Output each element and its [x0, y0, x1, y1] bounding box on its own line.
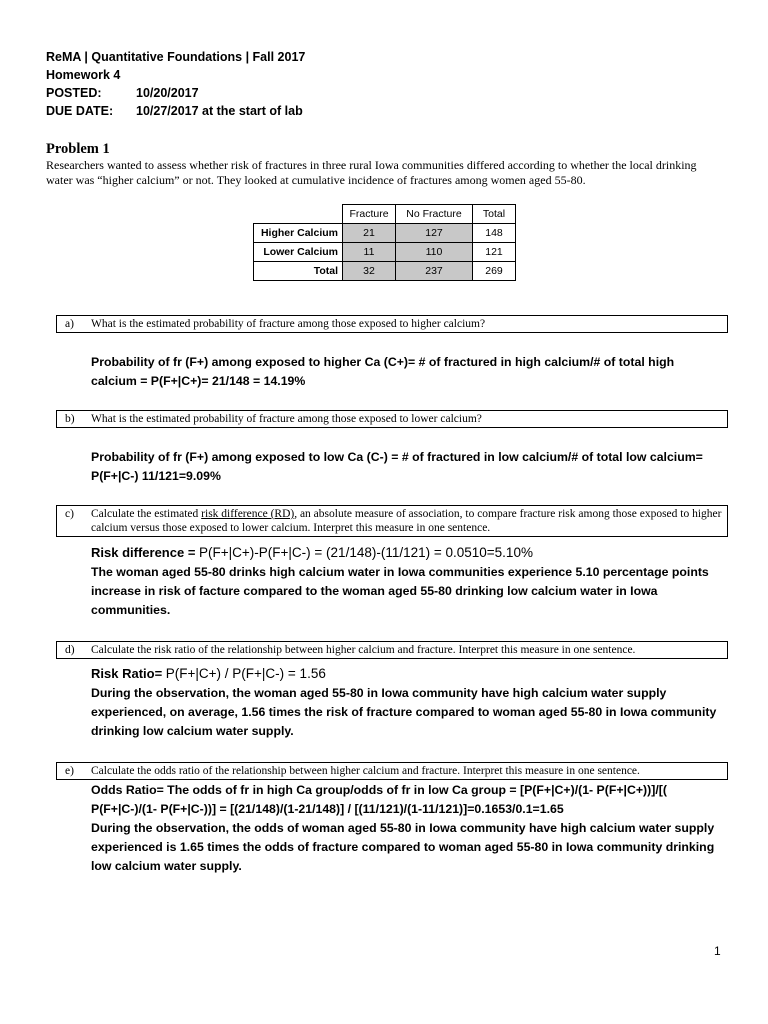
- question-a-box: [56, 315, 728, 333]
- cell-total: 148: [473, 224, 516, 243]
- assignment-header: [46, 48, 305, 120]
- risk-difference-interpretation: The woman aged 55-80 drinks high calcium water in Iowa communities experience 5.10 percentage points increase in risk of facture compared to the woman aged 55-80 drinking low calcium water in Iowa communities.: [91, 565, 709, 617]
- due-row: [46, 102, 305, 120]
- page-number: 1: [714, 944, 721, 958]
- question-d-text: Calculate the risk ratio of the relationship between higher calcium and fracture. Interpret this measure in one sentence.: [91, 644, 636, 656]
- risk-difference-formula: P(F+|C+)-P(F+|C-) = (21/148)-(11/121) = 0.0510=5.10%: [199, 545, 533, 560]
- answer-a: Probability of fr (F+) among exposed to higher Ca (C+)= # of fractured in high calcium/# of total high calcium = P(F+|C+)= 21/148 = 14.19%: [91, 355, 675, 388]
- course-title: ReMA | Quantitative Foundations | Fall 2017: [46, 50, 306, 64]
- posted-row: [46, 84, 305, 102]
- problem-intro: Researchers wanted to assess whether risk of fractures in three rural Iowa communities differed according to whether the local drinking water was “higher calcium” or not. They looked at cumulative incidence of fractures among women aged 55-80.: [46, 158, 697, 187]
- question-c-letter: c): [65, 508, 74, 520]
- table-corner: [254, 205, 343, 224]
- question-e-text: Calculate the odds ratio of the relationship between higher calcium and fracture. Interpret this measure in one sentence.: [91, 765, 640, 777]
- header-total: Total: [473, 205, 516, 224]
- risk-difference-line: [91, 543, 717, 563]
- table-header-row: [254, 205, 516, 224]
- table-row: [254, 243, 516, 262]
- question-e-box: [56, 762, 728, 780]
- question-b-letter: b): [65, 413, 75, 425]
- cell-total: 121: [473, 243, 516, 262]
- answer-d: [91, 664, 717, 741]
- table-row: [254, 262, 516, 281]
- cell-fracture: 21: [343, 224, 396, 243]
- cell-no-fracture: 237: [396, 262, 473, 281]
- odds-ratio-computation: Odds Ratio= The odds of fr in high Ca group/odds of fr in low Ca group = [P(F+|C+)/(1- P(F+|C+))]/[( P(F+|C-)/(1- P(F+|C-))] = [(21/148)/(1-21/148)] / [(11/121)/(1-11/121)]=0.1653/0.1=1.65: [91, 783, 667, 816]
- posted-label: POSTED:: [46, 86, 102, 100]
- due-label: DUE DATE:: [46, 104, 114, 118]
- question-b-box: [56, 410, 728, 428]
- risk-ratio-label: Risk Ratio=: [91, 666, 166, 681]
- question-c-box: [56, 505, 728, 537]
- question-d-box: [56, 641, 728, 659]
- question-c-text: [91, 507, 723, 535]
- cell-fracture: 11: [343, 243, 396, 262]
- answer-c: [91, 543, 717, 620]
- risk-difference-term: risk difference (RD): [201, 508, 295, 520]
- risk-ratio-interpretation: During the observation, the woman aged 55-80 in Iowa community have high calcium water supply experienced, on average, 1.56 times the risk of fracture compared to woman aged 55-80 in Iowa community drinking low calcium water supply.: [91, 686, 717, 738]
- question-a-letter: a): [65, 318, 74, 330]
- cell-total: 269: [473, 262, 516, 281]
- table-row: [254, 224, 516, 243]
- answer-e: [91, 781, 717, 876]
- question-c-text-pre: Calculate the estimated: [91, 508, 202, 520]
- odds-ratio-interpretation: During the observation, the odds of woman aged 55-80 in Iowa community have high calcium water supply experienced is 1.65 times the odds of fracture compared to woman aged 55-80 in Iowa community drinking low calcium water supply.: [91, 821, 715, 873]
- row-label: Higher Calcium: [254, 224, 343, 243]
- cell-no-fracture: 127: [396, 224, 473, 243]
- row-label: Lower Calcium: [254, 243, 343, 262]
- contingency-table: [253, 204, 516, 281]
- posted-date: 10/20/2017: [136, 86, 199, 100]
- problem-title: Problem 1: [46, 141, 110, 157]
- row-label: Total: [254, 262, 343, 281]
- due-date: 10/27/2017 at the start of lab: [136, 104, 303, 118]
- cell-fracture: 32: [343, 262, 396, 281]
- header-no-fracture: No Fracture: [396, 205, 473, 224]
- risk-ratio-line: [91, 664, 717, 684]
- header-fracture: Fracture: [343, 205, 396, 224]
- cell-no-fracture: 110: [396, 243, 473, 262]
- risk-ratio-formula: P(F+|C+) / P(F+|C-) = 1.56: [165, 666, 326, 681]
- risk-difference-label: Risk difference =: [91, 545, 200, 560]
- question-e-letter: e): [65, 765, 74, 777]
- question-b-text: What is the estimated probability of fracture among those exposed to lower calcium?: [91, 413, 482, 425]
- homework-title: Homework 4: [46, 68, 121, 82]
- question-a-text: What is the estimated probability of fracture among those exposed to higher calcium?: [91, 318, 486, 330]
- question-c-text-post: , an absolute measure of association, to compare fracture risk among those exposed to higher calcium versus those exposed to lower calcium. Interpret this measure in one sentence.: [91, 508, 722, 534]
- question-d-letter: d): [65, 644, 75, 656]
- answer-b: Probability of fr (F+) among exposed to low Ca (C-) = # of fractured in low calcium/# of total low calcium= P(F+|C-) 11/121=9.09%: [91, 450, 703, 483]
